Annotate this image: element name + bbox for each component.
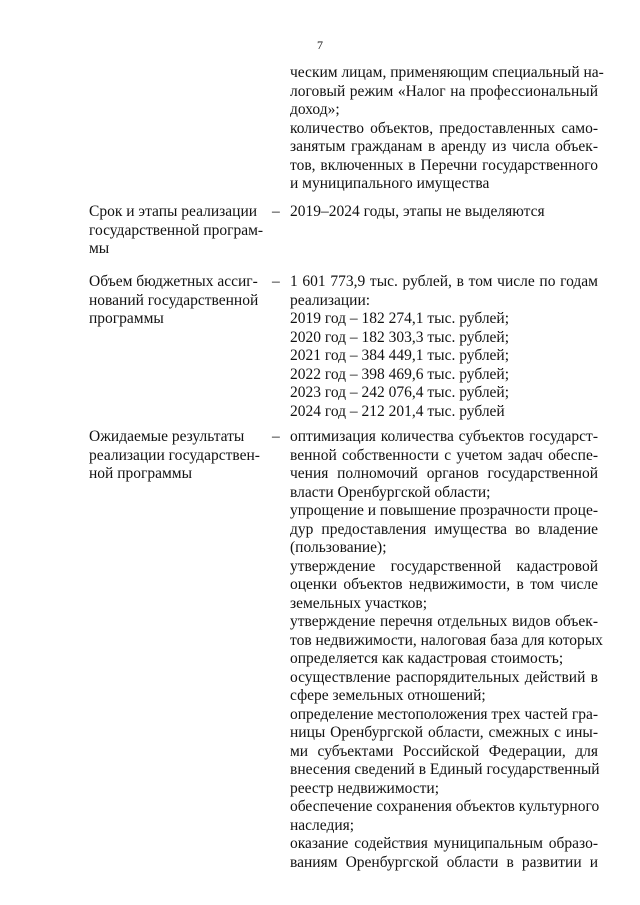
row-content-line: обеспечение сохранения объектов культурного: [290, 798, 600, 815]
continuation-line: и муниципального имущества: [290, 175, 490, 192]
row-content-line: 2023 год – 242 076,4 тыс. рублей;: [290, 384, 510, 401]
row-content-line: земельных участков;: [290, 594, 428, 612]
row-content-line: ваниям Оренбургской области в развитии и: [290, 853, 598, 871]
row-dash: –: [272, 203, 280, 220]
row-content-line: 2020 год – 182 303,3 тыс. рублей;: [290, 328, 510, 346]
row-label-line: Ожидаемые результаты: [89, 428, 245, 445]
continuation-line: логовый режим «Налог на профессиональный: [290, 82, 598, 100]
row-content-line: утверждение государственной кадастровой: [290, 557, 598, 575]
row-content-line: утверждение перечня отдельных видов объек-: [290, 613, 598, 630]
row-content-line: власти Оренбургской области;: [290, 483, 491, 501]
row-label-line: программы: [89, 310, 164, 327]
row-content-line: упрощение и повышение прозрачности проце-: [290, 502, 598, 519]
row-label-line: Объем бюджетных ассиг-: [89, 273, 258, 290]
continuation-line: количество объектов, предоставленных само-: [290, 119, 598, 137]
row-label-line: нований государственной: [89, 291, 259, 309]
row-label-line: государственной програм-: [89, 221, 264, 239]
row-content-line: осуществление распорядительных действий в: [290, 668, 598, 686]
continuation-line: доход»;: [290, 101, 340, 118]
continuation-line: занятым гражданам в аренду из числа объек-: [290, 138, 598, 155]
row-content-line: оказание содействия муниципальным образо-: [290, 835, 598, 852]
continuation-line: ческим лицам, применяющим специальный на-: [290, 64, 604, 81]
row-content-line: внесения сведений в Единый государственный: [290, 761, 600, 778]
row-content-line: определяется как кадастровая стоимость;: [290, 650, 564, 667]
row-content-line: 2022 год – 398 469,6 тыс. рублей;: [290, 365, 510, 383]
row-content-line: 2019 год – 182 274,1 тыс. рублей;: [290, 310, 510, 327]
row-content-line: реестр недвижимости;: [290, 779, 440, 797]
row-content-line: определение местоположения трех частей гра-: [290, 705, 598, 723]
row-dash: –: [272, 273, 280, 290]
row-content-line: сфере земельных отношений;: [290, 687, 486, 704]
row-content-line: ницы Оренбургской области, смежных с ины-: [290, 724, 598, 741]
page-number: 7: [317, 38, 323, 52]
row-content-line: (пользование);: [290, 539, 387, 556]
row-content-line: 2024 год – 212 201,4 тыс. рублей: [290, 402, 505, 420]
row-content-line: наследия;: [290, 816, 355, 834]
row-label-line: мы: [89, 240, 110, 257]
row-label-line: Срок и этапы реализации: [89, 203, 258, 220]
row-content-line: 2021 год – 384 449,1 тыс. рублей;: [290, 347, 510, 364]
row-content-line: ми субъектами Российской Федерации, для: [290, 742, 598, 760]
continuation-line: тов, включенных в Перечни государственного: [290, 156, 598, 174]
row-content-line: оценки объектов недвижимости, в том числе: [290, 576, 598, 593]
row-content-line: тов недвижимости, налоговая база для которых: [290, 631, 603, 649]
row-content-line: чения полномочий органов государственной: [290, 465, 598, 482]
row-dash: –: [272, 428, 280, 445]
row-content-line: 2019–2024 годы, этапы не выделяются: [290, 203, 545, 220]
row-content-line: дур предоставления имущества во владение: [290, 520, 598, 538]
row-label-line: реализации государствен-: [89, 446, 260, 464]
row-content-line: венной собственности с учетом задач обеспе-: [290, 446, 598, 464]
row-content-line: оптимизация количества субъектов государст-: [290, 428, 598, 445]
row-label-line: ной программы: [89, 465, 193, 482]
row-content-line: 1 601 773,9 тыс. рублей, в том числе по годам: [290, 273, 598, 290]
row-content-line: реализации:: [290, 291, 371, 309]
